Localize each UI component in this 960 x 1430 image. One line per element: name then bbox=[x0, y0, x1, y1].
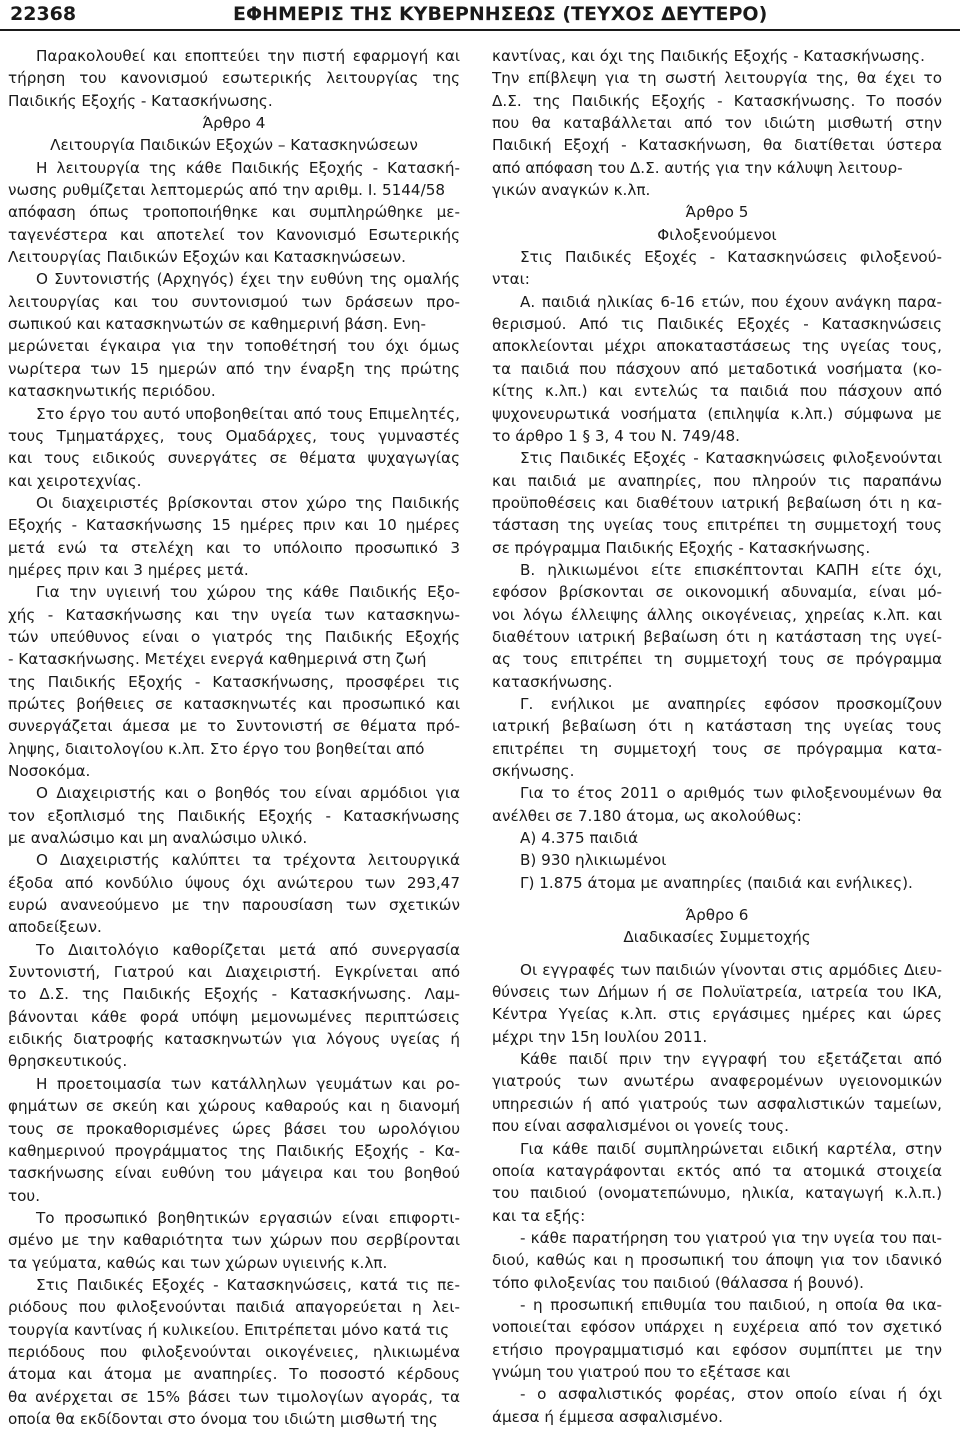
text-line: απόφαση όπως τροποποιήθηκε και συμπληρώθηκε με- bbox=[8, 203, 460, 222]
section-heading-line: Διαδικασίες Συμμετοχής bbox=[623, 928, 811, 947]
left-column bbox=[8, 45, 460, 1430]
section-heading-line: Άρθρο 5 bbox=[685, 203, 749, 222]
text-line: επιτρέπει τη συμμετοχή τους σε πρόγραμμα κατα- bbox=[492, 739, 942, 758]
text-line: κίτης κ.λπ.) και εντελώς τα παιδιά που πάσχουν από bbox=[492, 382, 942, 401]
text-line: οποία καταγράφονται εκτός από τα ατομικά στοιχεία bbox=[492, 1161, 942, 1180]
text-line: μέχρι την 15η Ιουλίου 2011. bbox=[492, 1027, 708, 1046]
text-line: νοι λόγω έλλειψης άλλης οικογένειας, χηρείας κ.λπ. και bbox=[492, 605, 942, 624]
section-heading-line: Άρθρο 4 bbox=[202, 114, 266, 133]
text-line: ειδικής διατροφής κατασκηνωτών για λόγους υγείας ή bbox=[8, 1030, 460, 1049]
text-line: με αναλώσιμο και μη αναλώσιμο υλικό. bbox=[8, 829, 308, 848]
text-line: Εξοχής - Κατασκήνωσης 15 ημέρες πριν και 10 ημέρες bbox=[8, 516, 460, 535]
text-line: έξοδα από κονδύλιο ύψους όχι ανώτερου των 293,47 bbox=[8, 873, 460, 892]
text-line: Γ. ενήλικοι με αναπηρίες εφόσον προσκομίζουν bbox=[520, 694, 942, 713]
text-line: κατασκήνωσης. bbox=[492, 672, 613, 691]
text-line: χής - Κατασκήνωσης και την υγεία των κατασκηνω- bbox=[8, 605, 460, 624]
text-line: Παρακολουθεί και εποπτεύει την πιστή εφαρμογή και bbox=[36, 47, 460, 65]
text-line: Στις Παιδικές Εξοχές - Κατασκηνώσεις φιλοξενού- bbox=[520, 248, 942, 267]
text-line: τάσταση της υγείας τους επιτρέπει τη συμμετοχή τους bbox=[492, 516, 942, 535]
text-line: θύνσεις των Δήμων ή σε Πολυϊατρεία, ιατρεία του ΙΚΑ, bbox=[492, 983, 942, 1002]
text-line: ριόδους που φιλοξενούνται παιδιά απαγορεύεται η λει- bbox=[8, 1298, 460, 1317]
text-line: Κάθε παιδί πριν την εγγραφή του εξετάζεται από bbox=[520, 1050, 942, 1069]
text-line: Παιδικής Εξοχής - Κατασκήνωσης. bbox=[8, 91, 273, 110]
text-line: εφόσον βρίσκονται σε οικονομική αδυναμία, είναι μό- bbox=[492, 583, 942, 602]
text-line: ψυχονευρωτικά νοσήματα (επιληψία κ.λπ.) σύμφωνα με bbox=[492, 404, 942, 423]
text-line: Το Διαιτολόγιο καθορίζεται μετά από συνεργασία bbox=[36, 940, 460, 959]
text-line: φημάτων σε σκεύη και χώρους καθαρούς και η διανομή bbox=[8, 1097, 460, 1116]
text-line: Στο έργο του αυτό υποβοηθείται από τους Επιμελητές, bbox=[36, 404, 460, 423]
gazette-title: ΕΦΗΜΕΡΙΣ ΤΗΣ ΚΥΒΕΡΝΗΣΕΩΣ (ΤΕΥΧΟΣ ΔΕΥΤΕΡΟ) bbox=[233, 3, 768, 25]
text-line: σκήνωσης. bbox=[492, 762, 575, 780]
text-line: Β. ηλικιωμένοι είτε επισκέπτονται ΚΑΠΗ είτε όχι, bbox=[520, 560, 942, 579]
text-line: Για την υγιεινή του χώρου της κάθε Παιδικής Εξο- bbox=[36, 583, 460, 602]
text-line: τα γεύματα, καθώς και των χώρων υγιεινής κ.λπ. bbox=[8, 1253, 388, 1272]
text-line: του παιδιού (ονοματεπώνυμο, ηλικία, καταγωγή κ.λ.π.) bbox=[492, 1184, 942, 1203]
text-line: λειτουργίας και του συντονισμού των δράσεων προ- bbox=[8, 292, 460, 311]
text-line: σμένο με την καθαριότητα των χώρων που σερβίρονται bbox=[8, 1231, 460, 1250]
text-line: ιατρική βεβαίωση ότι η κατάσταση της υγείας τους bbox=[492, 717, 942, 736]
text-line: καθημερινού προγράμματος της Παιδικής Εξοχής - Κα- bbox=[8, 1141, 460, 1160]
text-line: Οι διαχειριστές βρίσκονται στον χώρο της Παιδικής bbox=[36, 493, 460, 512]
text-line: και τα εξής: bbox=[492, 1206, 586, 1225]
text-line: νται: bbox=[492, 270, 530, 289]
text-line: ετήσιο προγραμματισμό και εφόσον συμπίπτει με την bbox=[492, 1340, 942, 1359]
text-line: θερισμού. Από τις Παιδικές Εξοχές - Κατασκηνώσεις bbox=[492, 315, 942, 334]
text-line: Για κάθε παιδί συμπληρώνεται ειδική καρτέλα, στην bbox=[520, 1139, 942, 1158]
text-line: Το προσωπικό βοηθητικών εργασιών είναι επιφορτι- bbox=[36, 1208, 460, 1227]
text-line: βάνονται κάθε φορά υπόψη μεμονωμένες περιπτώσεις bbox=[8, 1007, 460, 1026]
text-line: που είναι ασφαλισμένοι οι γονείς τους. bbox=[492, 1117, 789, 1136]
right-column bbox=[492, 45, 942, 1428]
text-line: Γ) 1.875 άτομα με αναπηρίες (παιδιά και ενήλικες). bbox=[520, 873, 913, 892]
text-line: Η λειτουργία της κάθε Παιδικής Εξοχής - Κατασκή- bbox=[36, 158, 460, 177]
text-line: μετά ενώ τα στελέχη και το υπόλοιπο προσωπικό 3 bbox=[8, 538, 460, 557]
text-line: ας τους επιτρέπει τη συμμετοχή τους σε πρόγραμμα bbox=[492, 650, 942, 669]
text-line: γνώμη του γιατρού που το εξέτασε και bbox=[492, 1362, 791, 1381]
text-line: τους Τμηματάρχες, τους Ομαδάρχες, τους γυμναστές bbox=[8, 426, 460, 445]
text-line: διού, καθώς και η προσωπική του άποψη για τον ιδανικό bbox=[492, 1251, 942, 1270]
text-line: τών υπεύθυνος είναι ο γιατρός της Παιδικής Εξοχής bbox=[8, 627, 460, 646]
text-line: τόπο φιλοξενίας του παιδιού (θάλασσα ή βουνό). bbox=[492, 1273, 864, 1292]
text-line: άμεσα ή έμμεσα ασφαλισμένο. bbox=[492, 1407, 723, 1426]
text-line: ληψης, διαιτολογίου κ.λπ. Στο έργο του βοηθείται από bbox=[8, 739, 425, 758]
text-line: προϋποθέσεις και διαθέτουν ιατρική βεβαίωση ότι η κα- bbox=[492, 493, 942, 512]
text-line: - Κατασκήνωσης. Μετέχει ενεργά καθημερινά στη ζωή bbox=[8, 650, 427, 669]
text-line: υπηρεσιών ή από γιατρούς των ασφαλιστικών ταμείων, bbox=[492, 1094, 942, 1113]
text-line: τήρηση του κανονισμού εσωτερικής λειτουργίας της bbox=[8, 69, 460, 88]
text-line: σωπικού και κατασκηνωτών σε καθημερινή βάση. Ενη- bbox=[8, 315, 427, 334]
text-line: Για το έτος 2011 ο αριθμός των φιλοξενουμένων θα bbox=[520, 784, 942, 803]
text-line: μερώνεται έγκαιρα για την τοποθέτησή του όχι όμως bbox=[8, 337, 460, 356]
text-line: καντίνας, και όχι της Παιδικής Εξοχής - Κατασκήνωσης. bbox=[492, 47, 925, 65]
text-line: γικών αναγκών κ.λπ. bbox=[492, 181, 651, 200]
text-line: Κέντρα Υγείας κ.λπ. στις εργάσιμες ημέρες και ώρες bbox=[492, 1005, 942, 1024]
text-line: Στις Παιδικές Εξοχές - Κατασκηνώσεις, κατά τις πε- bbox=[36, 1275, 460, 1294]
text-line: και παιδιά με αναπηρίες, που πληρούν τις παραπάνω bbox=[492, 471, 942, 490]
text-line: ανέλθει σε 7.180 άτομα, ως ακολούθως: bbox=[492, 806, 802, 825]
header-divider bbox=[0, 29, 960, 31]
text-line: το Δ.Σ. της Παιδικής Εξοχής - Κατασκήνωσης. Λαμ- bbox=[8, 985, 460, 1004]
section-heading-line: Λειτουργία Παιδικών Εξοχών – Κατασκηνώσεων bbox=[50, 136, 418, 155]
text-line: άτομα και άτομα με αναπηρίες. Το ποσοστό κέρδους bbox=[8, 1365, 460, 1384]
text-line: Την επίβλεψη για τη σωστή λειτουργία της, θα έχει το bbox=[492, 69, 942, 88]
text-line: τουργία καντίνας ή κυλικείου. Επιτρέπεται μόνο κατά τις bbox=[8, 1320, 450, 1339]
text-line: Ο Διαχειριστής και ο βοηθός του είναι αρμόδιοι για bbox=[36, 784, 460, 803]
text-line: τον εξοπλισμό της Παιδικής Εξοχής - Κατασκήνωσης bbox=[8, 806, 460, 825]
text-line: γιατρούς των ανωτέρω αναφερομένων υγειονομικών bbox=[492, 1072, 942, 1091]
section-heading-line: Φιλοξενούμενοι bbox=[657, 225, 777, 244]
text-line: νοποιείται εφόσον υπάρχει η ευχέρεια από τον σχετικό bbox=[492, 1318, 942, 1337]
text-line: συνεργάζεται άμεσα με το Συντονιστή σε θέματα πρό- bbox=[8, 717, 460, 736]
text-line: τασκήνωσης είναι ευθύνη του μάγειρα και του βοηθού bbox=[8, 1164, 460, 1183]
text-line: από απόφαση του Δ.Σ. αυτής για την κάλυψη λειτουρ- bbox=[492, 158, 903, 177]
text-line: Α) 4.375 παιδιά bbox=[520, 829, 639, 848]
text-line: που θα καταβάλλεται από τον ιδιώτη μισθωτή στην bbox=[492, 114, 942, 133]
text-line: τα παιδιά που πάσχουν από μεταδοτικά νοσήματα (κο- bbox=[492, 359, 942, 378]
text-line: το άρθρο 1 § 3, 4 του Ν. 749/48. bbox=[492, 426, 741, 445]
text-line: Δ.Σ. της Παιδικής Εξοχής - Κατασκήνωσης. Το ποσόν bbox=[492, 91, 942, 110]
text-line: - ο ασφαλιστικός φορέας, στον οποίο είναι ή όχι bbox=[520, 1385, 942, 1404]
spacer bbox=[492, 949, 942, 959]
text-line: ημέρες πριν και 3 ημέρες μετά. bbox=[8, 560, 249, 579]
text-line: της Παιδικής Εξοχής - Κατασκήνωσης, προσφέρει τις bbox=[8, 672, 460, 691]
spacer bbox=[492, 894, 942, 904]
text-line: νωσης ρυθμίζεται λεπτομερώς από την αριθμ. Ι. 5144/58 bbox=[8, 181, 446, 200]
text-line: Οι εγγραφές των παιδιών γίνονται στις αρμόδιες Διευ- bbox=[520, 960, 942, 979]
text-line: - κάθε παρατήρηση του γιατρού για την υγεία του παι- bbox=[520, 1228, 942, 1247]
text-line: οποία θα εκδίδονται στο όνομα του ιδιώτη μισθωτή της bbox=[8, 1409, 438, 1428]
text-line: Νοσοκόμα. bbox=[8, 762, 91, 780]
section-heading-line: Άρθρο 6 bbox=[685, 906, 749, 925]
text-line: Β) 930 ηλικιωμένοι bbox=[520, 851, 667, 870]
text-line: αποδείξεων. bbox=[8, 918, 102, 937]
text-line: διαθέτουν ιατρική βεβαίωση ότι η κατάσταση της υγεί- bbox=[492, 627, 942, 646]
text-line: Παιδική Εξοχή - Κατασκήνωση, θα διατίθεται ύστερα bbox=[492, 136, 942, 155]
text-line: αποκλείονται μέχρι αποκαταστάσεως της υγείας τους, bbox=[492, 337, 942, 356]
text-line: και χειροτεχνίας. bbox=[8, 471, 142, 490]
text-line: Α. παιδιά ηλικίας 6-16 ετών, που έχουν ανάγκη παρα- bbox=[520, 292, 942, 311]
text-line: τους σε προκαθορισμένες ώρες βάσει του ωρολόγιου bbox=[8, 1119, 460, 1138]
text-line: σε πρόγραμμα Παιδικής Εξοχής - Κατασκήνωσης. bbox=[492, 538, 871, 557]
text-line: - η προσωπική επιθυμία του παιδιού, η οποία θα ικα- bbox=[520, 1295, 942, 1314]
text-line: και τους ειδικούς συνεργάτες σε θέματα ψυχαγωγίας bbox=[8, 449, 460, 468]
text-line: περιόδους που φιλοξενούνται οικογένειες, ηλικιωμένα bbox=[8, 1342, 460, 1361]
text-line: Λειτουργίας Παιδικών Εξοχών και Κατασκηνώσεων. bbox=[8, 248, 406, 267]
text-line: Η προετοιμασία των κατάλληλων γευμάτων και ρο- bbox=[36, 1074, 460, 1093]
page-header bbox=[0, 0, 960, 40]
text-line: θα ανέρχεται σε 15% βάσει των τιμολογίων αγοράς, τα bbox=[8, 1387, 460, 1406]
text-line: ευρώ ανανεούμενο με την παρουσίαση των σχετικών bbox=[8, 896, 460, 915]
text-line: κατασκηνωτικής περιόδου. bbox=[8, 382, 216, 401]
text-line: θρησκευτικούς. bbox=[8, 1052, 128, 1071]
text-line: πρώτες βοήθειες σε κατασκηνωτές και προσωπικό και bbox=[8, 694, 460, 713]
text-line: Ο Διαχειριστής καλύπτει τα τρέχοντα λειτουργικά bbox=[36, 851, 460, 870]
text-line: ταγενέστερα και αποτελεί τον Κανονισμό Εσωτερικής bbox=[8, 225, 460, 244]
text-line: Συντονιστή, Γιατρού και Διαχειριστή. Εγκρίνεται από bbox=[8, 963, 460, 982]
text-line: νωρίτερα των 15 ημερών από την έναρξη της πρώτης bbox=[8, 359, 460, 378]
page-number: 22368 bbox=[10, 3, 77, 25]
text-line: Ο Συντονιστής (Αρχηγός) έχει την ευθύνη της ομαλής bbox=[36, 270, 460, 289]
text-line: του. bbox=[8, 1186, 41, 1205]
text-line: Στις Παιδικές Εξοχές - Κατασκηνώσεις φιλοξενούνται bbox=[520, 449, 942, 468]
